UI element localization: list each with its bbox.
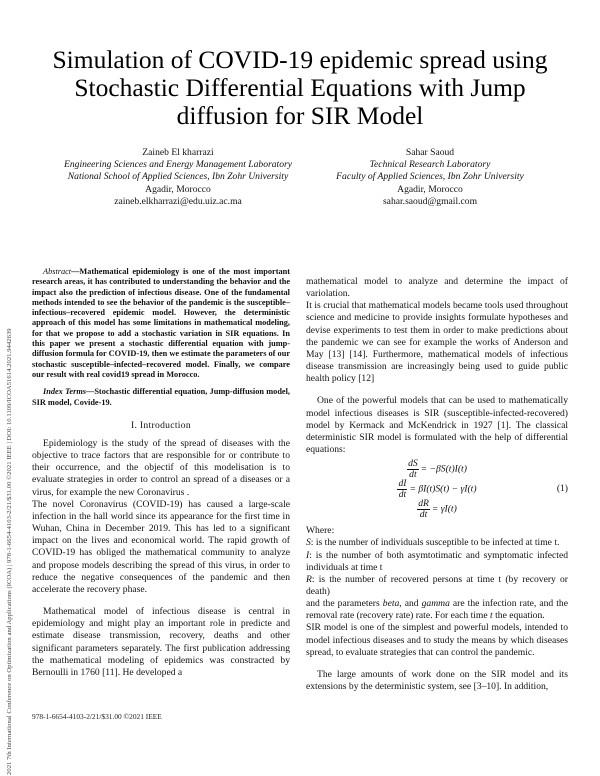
title-line: diffusion for SIR Model — [176, 101, 424, 130]
author-affiliation: National School of Applied Sciences, Ibn Zohr University — [67, 171, 289, 183]
author-affiliation: Technical Research Laboratory — [369, 159, 491, 171]
title-line: Simulation of COVID-19 epidemic spread using — [52, 45, 548, 74]
author-affiliation: Faculty of Applied Sciences, Ibn Zohr University — [336, 171, 524, 183]
eq-numerator: dI — [398, 478, 407, 490]
equation-ds — [306, 459, 568, 480]
parameters-text: and the parameters beta, and gamma are the infection rate, and the removal rate (recovery rate) rate. For each time t the equation. — [306, 598, 568, 622]
definition-i: I: is the number of both asymtotimatic and symptomatic infected individuals at time t — [306, 549, 568, 573]
paragraph: SIR model is one of the simplest and powerful models, intended to model infectious diseases and to study the means by which diseases spread, to evaluate strategies that can control the pandemic. — [306, 622, 568, 658]
left-column — [32, 267, 290, 679]
footer-copyright: 978-1-6654-4103-2/21/$31.00 ©2021 IEEE — [32, 712, 162, 721]
definition-r: R: is the number of recovered persons at time t (by recovery or death) — [306, 573, 568, 597]
paragraph: One of the powerful models that can be used to mathematically model infectious diseases is SIR (susceptible-infected-recovered) model by Kermack and McKendrick in 1927 [1]. The classical deterministic SIR model is formulated with the help of differential equations: — [306, 395, 568, 456]
eq-rhs: = γI(t) — [431, 503, 457, 515]
paragraph: mathematical model to analyze and determine the impact of variolation. — [306, 276, 568, 300]
eq-denominator: dt — [409, 469, 417, 481]
abstract-text: —Mathematical epidemiology is one of the most important research areas, it has contributed to understanding the behavior and the impact also the prediction of infectious disease. One of the fundamental methods intended to see the behavior of the pandemic is the susceptible–infectious–recovered epidemic model. However, the deterministic approach of this model has some limitations in mathematical modeling, for that we propose to add a stochastic variation in SIR equations. In this paper we present a stochastic differential equation with jump-diffusion formula for COVID-19, then we estimate the parameters of our stochastic susceptible–infected–recovered model. Finally, we compare our result with real covid19 spread in Morocco. — [32, 267, 290, 379]
equation-di — [306, 479, 568, 500]
equation-number: (1) — [556, 483, 568, 495]
abstract-label: Abstract — [43, 267, 72, 276]
eq-denominator: dt — [398, 489, 407, 501]
definition-s: S: is the number of individuals susceptible to be infected at time t. — [306, 537, 560, 549]
author-email[interactable]: zaineb.elkharrazi@edu.uiz.ac.ma — [114, 195, 242, 207]
author-city: Agadir, Morocco — [145, 183, 211, 195]
author-name: Zaineb El kharrazi — [142, 147, 214, 158]
section-heading: I. Introduction — [131, 419, 191, 431]
author-block-2 — [300, 147, 560, 208]
paragraph: It is crucial that mathematical models became tools used throughout science and medicine to provide insights formulate hypotheses and devise experiments to test them in order to make predictions about the pandemic we can see for example the works of Anderson and May [13] [14]. Furthermore, mathematical models of infectious disease transmission are increasingly being used to guide public health policy [12] — [306, 300, 568, 385]
author-email[interactable]: sahar.saoud@gmail.com — [382, 195, 478, 207]
author-city: Agadir, Morocco — [397, 183, 463, 195]
paragraph: Mathematical model of infectious disease is central in epidemiology and might play an important role in predicte and estimate disease transmission, recovery, deaths and other significant parameters separately. The first publication addressing the mathematical modeling of epidemics was constracted by Bernoulli in 1760 [11]. He developed a — [32, 606, 290, 678]
author-name: Sahar Saoud — [405, 147, 455, 158]
eq-denominator: dt — [419, 509, 428, 521]
index-terms-text: —Stochastic differential equation, Jump-diffusion model, SIR model, Covide-19. — [32, 387, 290, 407]
abstract — [32, 267, 290, 380]
equation-dr — [306, 499, 568, 520]
eq-numerator: dR — [418, 498, 429, 510]
sidebar-citation: 2021 7th International Conference on Optimization and Applications (ICOA) | 978-1-6654-4103-2/21/$31.00 ©2021 IEEE | DOI: 10.1109/ICOA51614.2021.9442639 — [6, 328, 13, 775]
equation-block — [306, 459, 568, 519]
where-label: Where: — [306, 525, 335, 537]
paper-title — [40, 46, 560, 130]
index-terms — [32, 387, 290, 408]
right-column — [306, 276, 568, 693]
paragraph: Epidemiology is the study of the spread of diseases with the objective to trace factors that are responsible for or contribute to their occurrence, and the objectif of this modelisation is to evaluate strategies in order to control an spread of a diseases or a virus, for example the new Coronavirus . — [32, 438, 290, 498]
author-affiliation: Engineering Sciences and Energy Management Laboratory — [64, 159, 292, 171]
title-line: Stochastic Differential Equations with Jump — [74, 73, 526, 102]
eq-numerator: dS — [408, 458, 418, 470]
paragraph: The large amounts of work done on the SIR model and its extensions by the deterministic system, see [3–10]. In addition, — [306, 668, 568, 693]
author-block-1 — [48, 147, 308, 208]
index-terms-label: Index Terms — [43, 387, 87, 397]
eq-rhs: = βI(t)S(t) − γI(t) — [409, 483, 477, 495]
paragraph: The novel Coronavirus (COVID-19) has caused a large-scale infection in the hall world since its appearance for the first time in Wuhan, China in December 2019. This has led to a significant impact on the lives and economical world. The rapid growth of COVID-19 has obliged the mathematical community to analyze and propose models describing the spread of this virus, in order to reduce the negative consequences of the pandemic and then accelerate the recovery phase. — [32, 498, 290, 595]
eq-rhs: = −βS(t)I(t) — [420, 463, 467, 475]
